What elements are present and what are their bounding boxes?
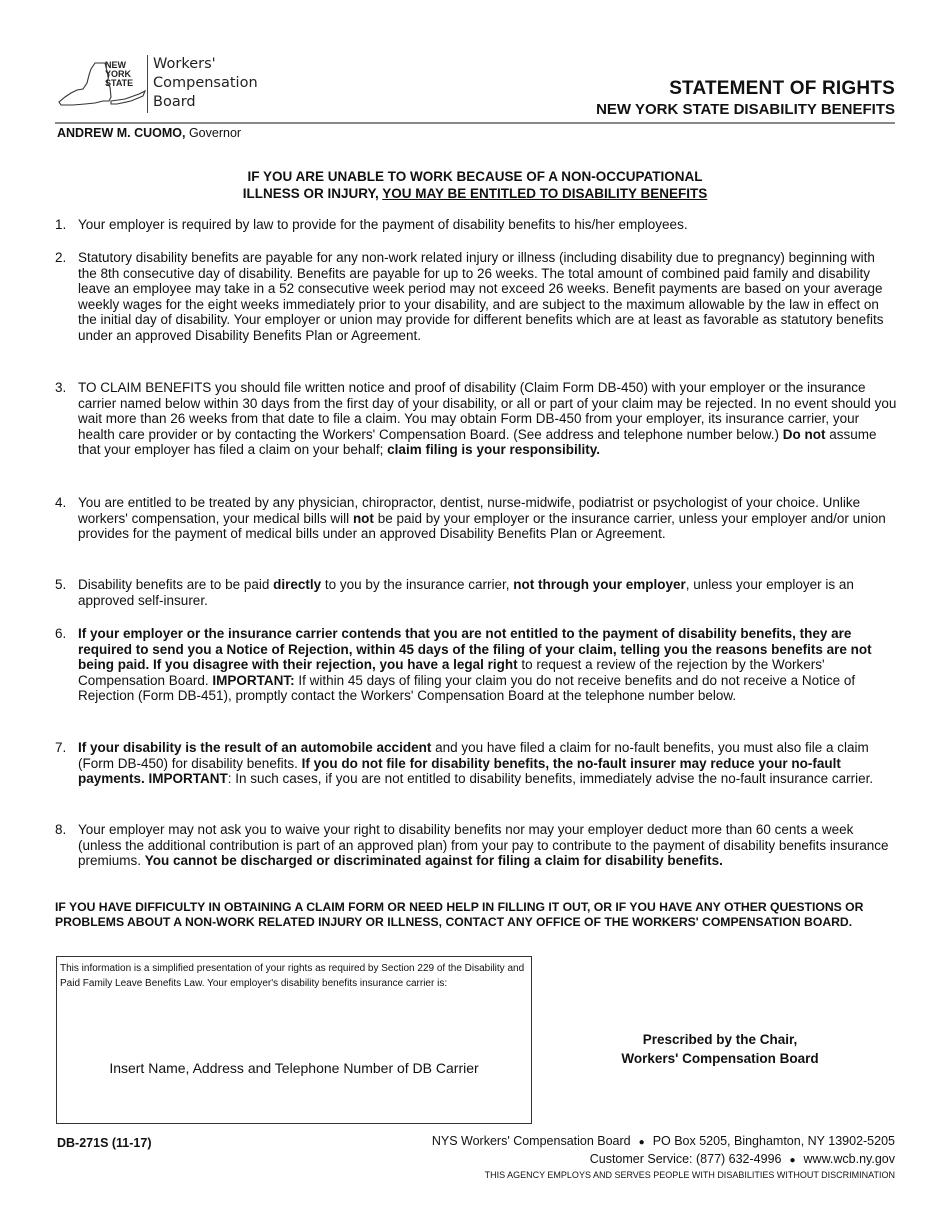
footer-address: PO Box 5205, Binghamton, NY 13902-5205 [652, 1134, 895, 1148]
item-number: 6. [55, 626, 67, 641]
governor-line [57, 126, 241, 140]
item-text-segment: , unless your employer is an approved self-insurer. [78, 577, 854, 608]
item-number: 4. [55, 495, 67, 510]
item-text-segment: be paid by your employer or the insurance carrier, unless your employer and/or union provides for the payment of medical bills under an approved Disability Benefits Plan or Agreement. [78, 510, 886, 541]
governor-title: Governor [188, 126, 242, 140]
item-number: 7. [55, 740, 67, 755]
item-number: 3. [55, 380, 67, 395]
rights-item-5 [55, 577, 897, 608]
heading-line-1: IF YOU ARE UNABLE TO WORK BECAUSE OF A NON-OCCUPATIONAL [247, 169, 703, 184]
logo-agency-line: Board [153, 94, 196, 110]
item-text [78, 380, 897, 458]
item-text-bold: You cannot be discharged or discriminated against for filing a claim for disability benefits. [144, 853, 723, 868]
item-text-bold: If your employer or the insurance carrier contends that you are not entitled to the payment of disability benefits, they are required to send you a Notice of Rejection, within 45 days of the filing of your claim, telling you the reasons benefits are not being paid. If you disagree with their rejection, you have a legal right [78, 626, 872, 672]
footer-nondiscrimination: THIS AGENCY EMPLOYS AND SERVES PEOPLE WITH DISABILITIES WITHOUT DISCRIMINATION [484, 1170, 895, 1180]
rights-item-7 [55, 740, 897, 787]
heading-line-2 [0, 185, 950, 202]
footer-website-link[interactable]: www.wcb.ny.gov [803, 1152, 895, 1166]
item-text-segment: Your employer may not ask you to waive your right to disability benefits nor may your employer deduct more than 60 cents a week (unless the additional contribution is part of an approved plan) from your pay to contribute to the payment of disability benefits insurance premiums. [78, 822, 889, 868]
bullet-separator: ● [789, 1155, 796, 1166]
item-text-segment: You are entitled to be treated by any physician, chiropractor, dentist, nurse-midwife, podiatrist or psychologist of your choice. Unlike workers' compensation, your medical bills will [78, 495, 861, 526]
carrier-info-box [56, 956, 532, 1124]
header-rule [55, 122, 895, 124]
item-text-segment: If within 45 days of filing your claim you do not receive benefits and do not receive a Notice of Rejection (Form DB-451), promptly contact the Workers' Compensation Board at the telephone number below. [78, 672, 856, 703]
rights-item-2 [55, 250, 897, 343]
item-text [78, 250, 897, 343]
item-text-segment: Disability benefits are to be paid [78, 577, 274, 592]
logo-agency-line: Workers' [153, 56, 216, 72]
item-text [78, 740, 897, 787]
item-text [78, 577, 897, 608]
item-text-segment: TO CLAIM BENEFITS you should file written notice and proof of disability (Claim Form DB-450) with your employer or the insurance carrier named below within 30 days from the first day of your disability, or all or part of your claim may be rejected. In no event should you wait more than 26 weeks from that date to file a claim. You may obtain Form DB-450 from your employer, its insurance carrier, your health care provider or by contacting the Workers' Compensation Board. (See address and telephone number below.) [78, 380, 897, 442]
title-block [596, 78, 895, 118]
item-text-bold: IMPORTANT: [212, 672, 295, 688]
item-number: 5. [55, 577, 67, 592]
item-text [78, 217, 897, 233]
item-text-bold: Do not [782, 426, 826, 442]
prescribed-line-1: Prescribed by the Chair, [642, 1032, 798, 1047]
footer-contact [432, 1133, 895, 1182]
carrier-placeholder: Insert Name, Address and Telephone Number of DB Carrier [109, 1060, 479, 1076]
logo-agency-name [153, 55, 258, 112]
item-text-bold: directly [273, 577, 322, 592]
rights-item-8 [55, 822, 897, 869]
form-id: DB-271S (11-17) [57, 1136, 152, 1150]
governor-name: ANDREW M. CUOMO, [57, 126, 186, 140]
item-text-bold: If you do not file for disability benefits, the no-fault insurer may reduce your no-fault payments. IMPORTANT [78, 755, 841, 786]
rights-item-6 [55, 626, 897, 704]
page-title: STATEMENT OF RIGHTS [669, 78, 895, 99]
footer-line-1 [432, 1133, 895, 1151]
logo-state-line: STATE [105, 78, 134, 88]
item-text-segment: assume that your employer has filed a claim on your behalf; [78, 426, 877, 457]
contact-notice: IF YOU HAVE DIFFICULTY IN OBTAINING A CLAIM FORM OR NEED HELP IN FILLING IT OUT, OR IF YOU HAVE ANY OTHER QUESTIONS OR PROBLEMS ABOUT A NON-WORK RELATED INJURY OR ILLNESS, CONTACT ANY OFFICE OF THE WORKERS' COMPENSATION BOARD. [55, 900, 864, 929]
carrier-box-note: This information is a simplified presentation of your rights as required by Section 229 of the Disability and Paid Family Leave Benefits Law. Your employer's disability benefits insurance carrier is: [60, 963, 525, 989]
heading-line-2-underlined: YOU MAY BE ENTITLED TO DISABILITY BENEFITS [382, 186, 708, 201]
logo-divider [147, 55, 148, 113]
item-text-bold: not [352, 510, 374, 526]
item-number: 2. [55, 250, 67, 265]
item-text-segment: Your employer is required by law to provide for the payment of disability benefits to his/her employees. [78, 217, 688, 232]
item-text-segment: Statutory disability benefits are payable for any non-work related injury or illness (including disability due to pregnancy) beginning with the 8th consecutive day of disability. Benefits are payable for up to 26 weeks. The total amount of combined paid family and disability leave an employee may take in a 52 consecutive week period may not exceed 26 weeks. Benefit payments are based on your average weekly wages for the eight weeks immediately prior to your disability, and are subject to the maximum allowable by the law in effect on the initial day of disability. Your employer or union may provide for different benefits which are at least as favorable as statutory benefits under an approved Disability Benefits Plan or Agreement. [78, 250, 884, 343]
rights-item-4 [55, 495, 897, 542]
page-subtitle: NEW YORK STATE DISABILITY BENEFITS [596, 101, 895, 118]
logo-state-line: YORK [105, 69, 132, 79]
rights-item-3 [55, 380, 897, 458]
bullet-separator: ● [638, 1137, 645, 1148]
footer-agency: NYS Workers' Compensation Board [431, 1134, 631, 1148]
footer-phone: Customer Service: (877) 632-4996 [589, 1152, 782, 1166]
new-york-state-outline-icon [55, 61, 147, 113]
item-text-segment: : In such cases, if you are not entitled to disability benefits, immediately advise the no-fault insurance carrier. [227, 771, 874, 786]
logo-state-line: NEW [105, 60, 126, 70]
item-text-segment: and you have filed a claim for no-fault benefits, you must also file a claim (Form DB-450) for disability benefits. [78, 740, 869, 771]
item-text-segment: to request a review of the rejection by the Workers' Compensation Board. [78, 657, 825, 688]
item-number: 1. [55, 217, 67, 232]
item-text-bold: claim filing is your responsibility. [387, 442, 600, 457]
heading-line-2-plain: ILLNESS OR INJURY, [242, 186, 383, 201]
logo-state-text [105, 61, 133, 88]
rights-item-1 [55, 217, 897, 233]
nys-wcb-logo [55, 55, 285, 117]
footer-line-2 [432, 1151, 895, 1169]
item-text-bold: If your disability is the result of an automobile accident [78, 740, 432, 755]
item-text [78, 495, 897, 542]
item-text [78, 822, 897, 869]
item-text-segment: to you by the insurance carrier, [321, 577, 514, 592]
item-text [78, 626, 897, 704]
entitlement-heading [0, 168, 950, 202]
logo-agency-line: Compensation [153, 75, 258, 91]
prescribed-by [590, 1030, 850, 1068]
item-number: 8. [55, 822, 67, 837]
prescribed-line-2: Workers' Compensation Board [621, 1051, 819, 1066]
item-text-bold: not through your employer [513, 577, 686, 592]
